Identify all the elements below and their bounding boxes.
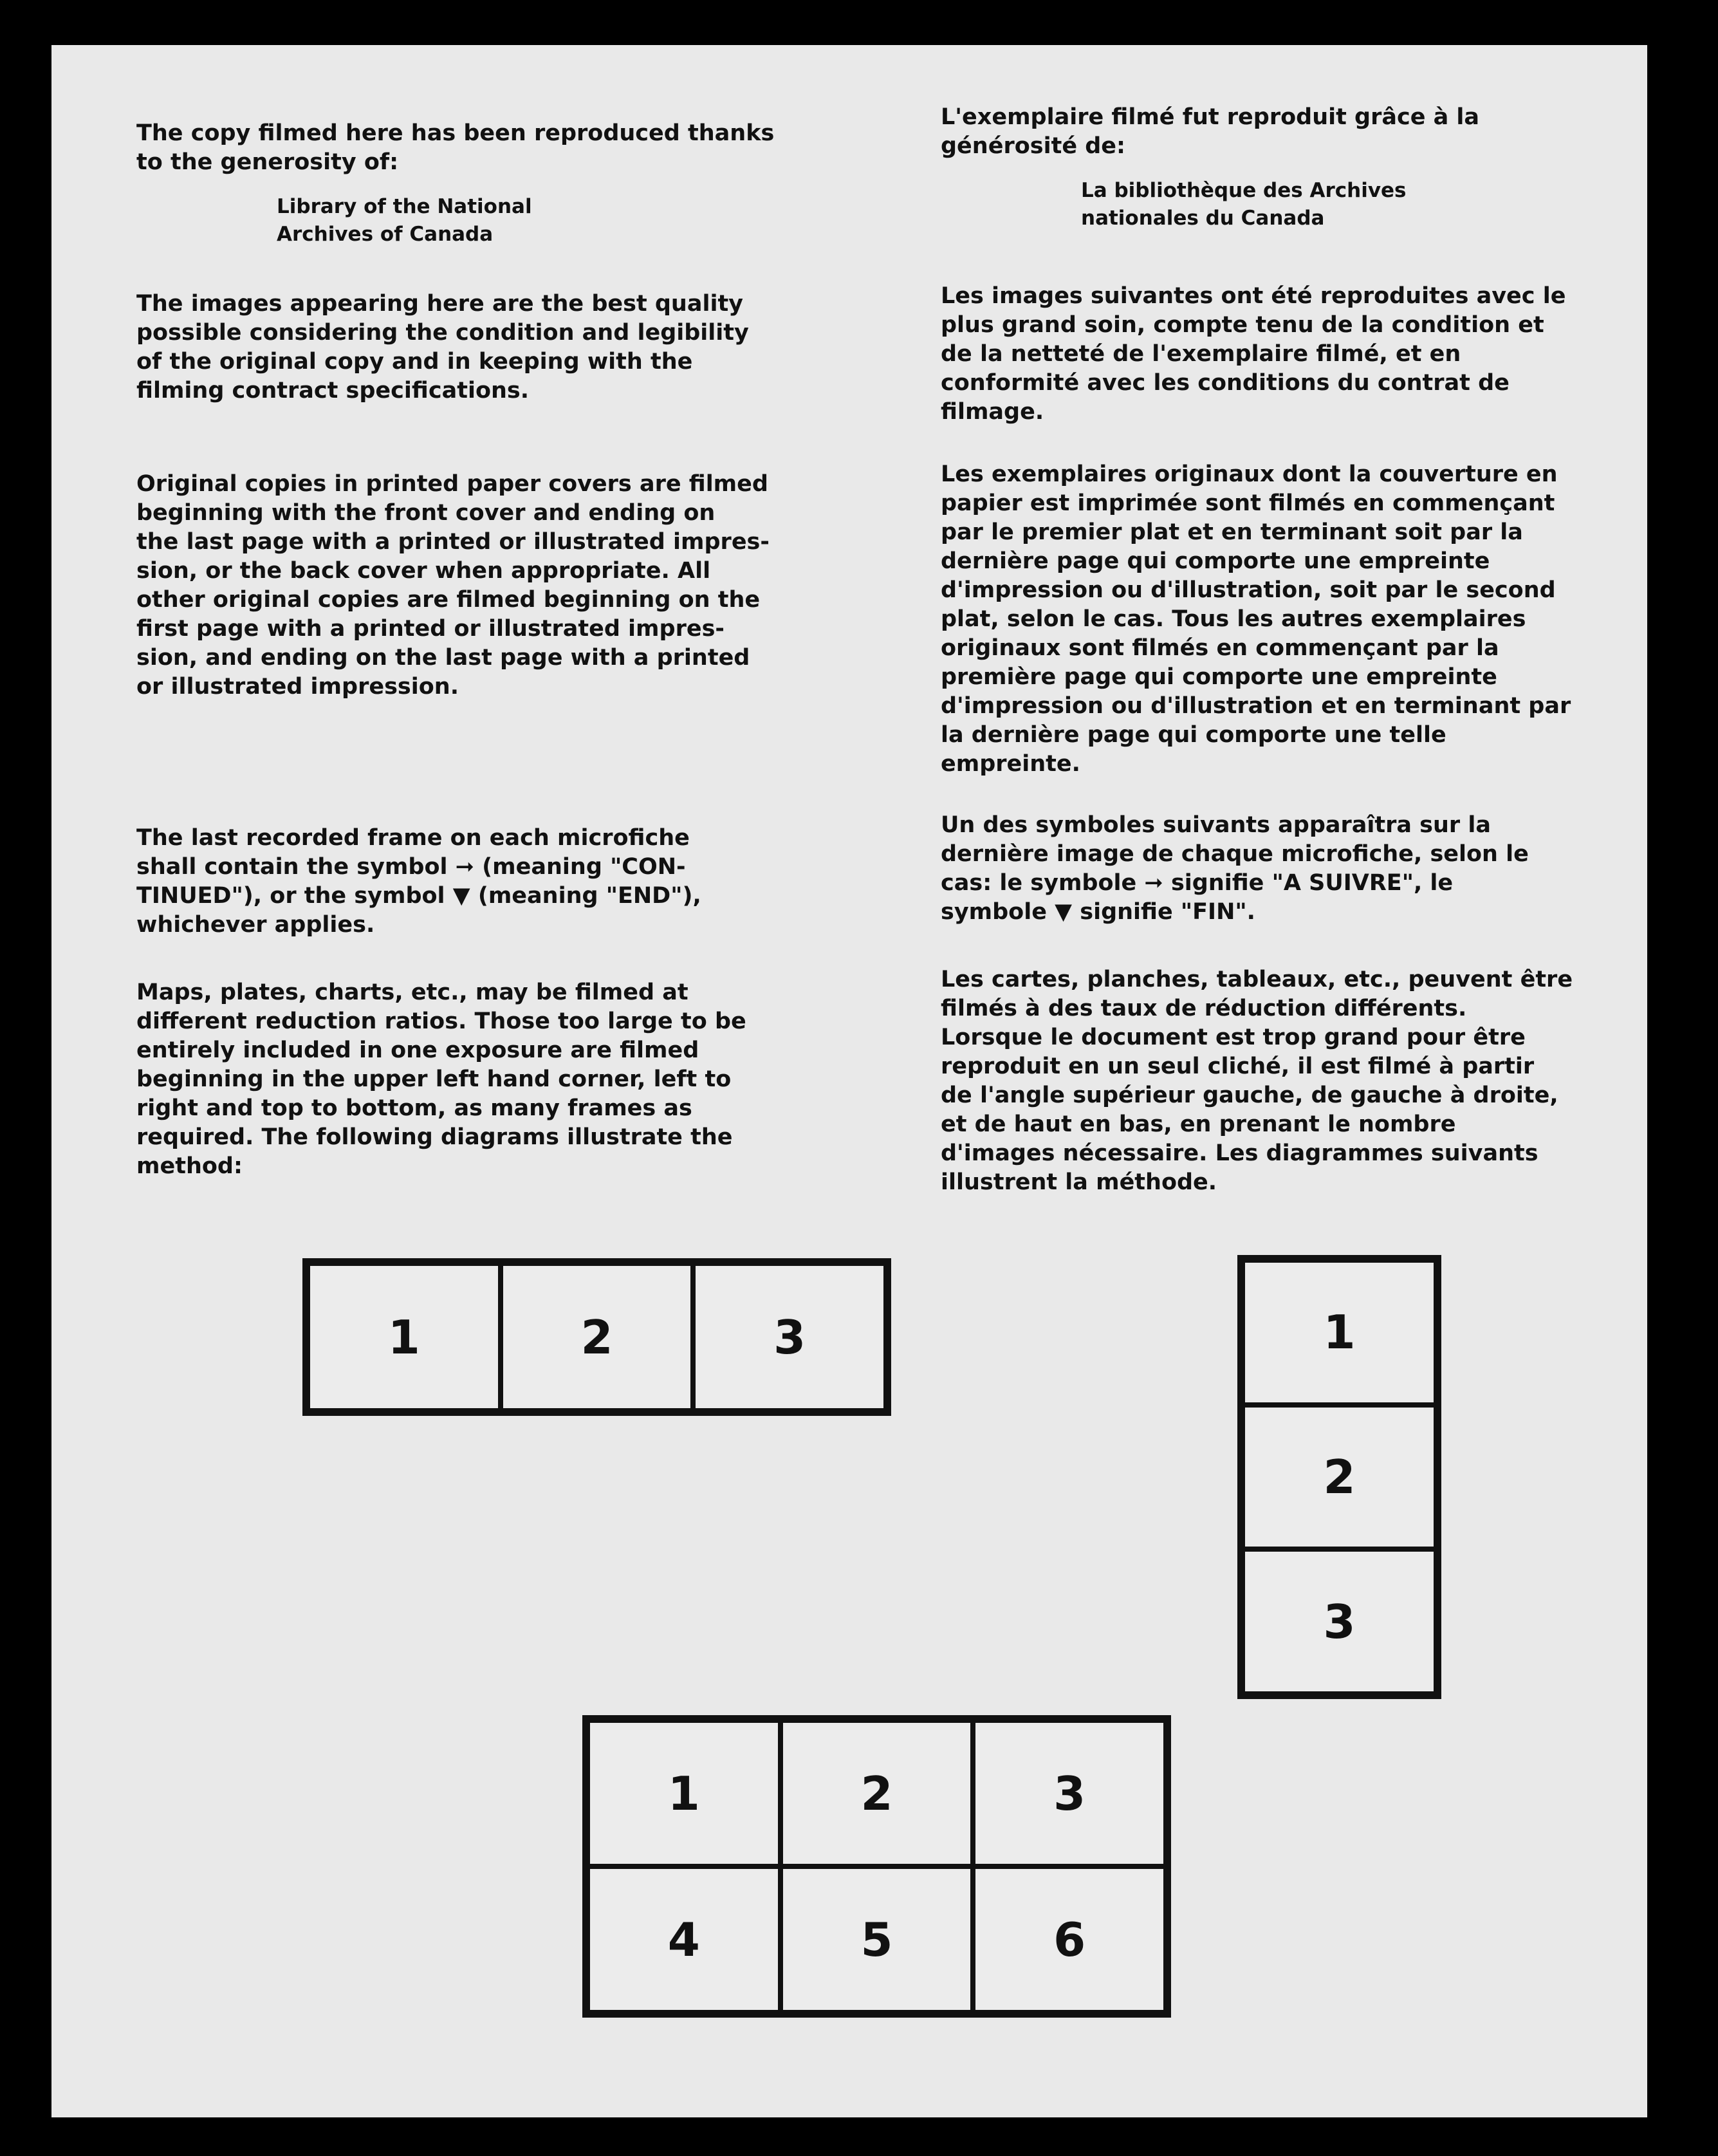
french-images-paragraph: Les images suivantes ont été reproduites avec le plus grand soin, compte tenu de la condition et de la netteté de l'exemplaire filmé, et en conformité avec les conditions du contrat de filmage. (941, 283, 1566, 425)
french-symbols-paragraph: Un des symboles suivants apparaîtra sur la dernière image de chaque microfiche, selon le cas: le symbole ➞ signifie "A SUIVRE", le symbole ▼ signifie "FIN". (941, 812, 1529, 925)
diagram-cell: 1 (587, 1720, 780, 1866)
english-symbols-paragraph: The last recorded frame on each microfiche shall contain the symbol ➞ (meaning "CON- TINUED"), or the symbol ▼ (meaning "END"), whichever applies. (136, 825, 701, 938)
diagram-cell: 1 (1242, 1260, 1436, 1405)
english-intro: The copy filmed here has been reproduced thanks to the generosity of: (136, 120, 775, 175)
english-library: Library of the National Archives of Canada (277, 195, 532, 246)
french-intro: L'exemplaire filmé fut reproduit grâce à la générosité de: (941, 104, 1480, 159)
diagram-cell: 3 (973, 1720, 1166, 1866)
english-images-paragraph: The images appearing here are the best quality possible considering the condition and legibility of the original copy and in keeping with the filming contract specifications. (136, 291, 749, 404)
diagram-cell: 3 (693, 1263, 886, 1411)
page (51, 45, 1647, 2117)
french-maps-paragraph: Les cartes, planches, tableaux, etc., peuvent être filmés à des taux de réduction différents. Lorsque le document est trop grand pour être reproduit en un seul cliché, il est filmé à partir de l'angle supérieur gauche, de gauche à droite, et de haut en bas, en prenant le nombre d'images nécessaire. Les diagrammes suivants illustrent la méthode. (941, 967, 1573, 1195)
diagram-cell: 2 (1242, 1405, 1436, 1550)
diagram-cell: 2 (780, 1720, 974, 1866)
french-library: La bibliothèque des Archives nationales du Canada (1081, 179, 1407, 230)
english-maps-paragraph: Maps, plates, charts, etc., may be filmed at different reduction ratios. Those too large to be entirely included in one exposure are filmed beginning in the upper left hand corner, left to right and top to bottom, as many frames as required. The following diagrams illustrate the method: (136, 980, 746, 1179)
diagram-cell: 2 (501, 1263, 694, 1411)
english-originals-paragraph: Original copies in printed paper covers are filmed beginning with the front cover and ending on the last page with a printed or illustrated impres- sion, or the back cover when appropriate. All other original copies are filmed beginning on the first page with a printed or illustrated impres- sion, and ending on the last page with a printed or illustrated impression. (136, 471, 770, 700)
french-originals-paragraph: Les exemplaires originaux dont la couverture en papier est imprimée sont filmés en commençant par le premier plat et en terminant soit par la dernière page qui comporte une empreinte d'impression ou d'illustration, soit par le second plat, selon le cas. Tous les autres exemplaires originaux sont filmés en commençant par la première page qui comporte une empreinte d'impression ou d'illustration et en terminant par la dernière page qui comporte une telle empreinte. (941, 461, 1571, 777)
diagram-cell: 4 (587, 1866, 780, 2012)
diagram-grid-six (582, 1715, 1171, 2018)
diagram-cell: 5 (780, 1866, 974, 2012)
diagram-cell: 1 (308, 1263, 501, 1411)
diagram-cell: 3 (1242, 1549, 1436, 1694)
diagram-vertical-three (1237, 1255, 1441, 1699)
diagram-cell: 6 (973, 1866, 1166, 2012)
diagram-horizontal-three (302, 1258, 891, 1416)
